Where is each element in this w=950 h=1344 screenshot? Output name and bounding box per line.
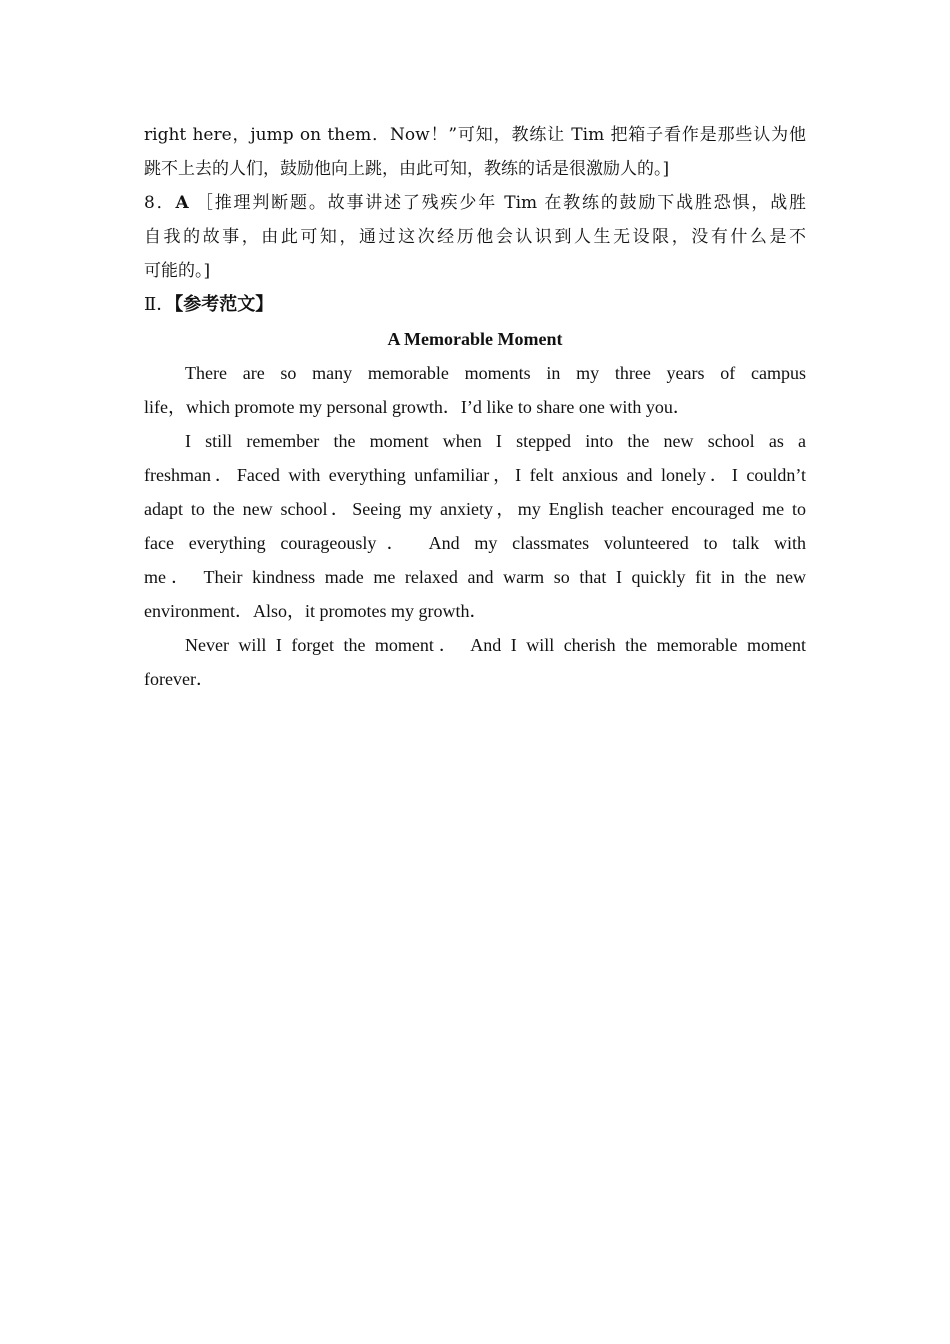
section-number: Ⅱ．: [144, 294, 175, 315]
answer-item-8: [144, 186, 806, 288]
essay-line: freshman．Faced with everything unfamiliar，I felt anxious and lonely．I couldn’t: [144, 465, 806, 485]
essay-line: life，which promote my personal growth．I’d like to share one with you．: [144, 397, 691, 417]
document-page: [144, 118, 806, 696]
section-title: 【参考范文】: [174, 294, 274, 315]
essay-title: A Memorable Moment: [387, 329, 563, 349]
item-number: 8．: [144, 193, 176, 213]
answer-continuation-line-1: right here，jump on them．Now！”可知，教练让 Tim 把箱子看作是那些认为他: [144, 125, 806, 145]
essay-line: Never will I forget the moment． And I will cherish the memorable moment: [185, 635, 806, 655]
essay-paragraph-1: [144, 356, 806, 424]
item-explanation: ［推理判断题。故事讲述了残疾少年 Tim 在教练的鼓励下战胜恐惧，战胜: [195, 193, 807, 213]
essay-line: There are so many memorable moments in my three years of campus: [185, 363, 806, 383]
answer-continuation: [144, 118, 806, 186]
answer-continuation-line-2: 跳不上去的人们，鼓励他向上跳，由此可知，教练的话是很激励人的。]: [144, 159, 670, 179]
essay-paragraph-2: [144, 424, 806, 628]
section-heading: [144, 288, 806, 322]
answer-item-8-line-1: [144, 186, 806, 220]
essay-line: environment．Also，it promotes my growth．: [144, 601, 488, 621]
essay-line: forever．: [144, 669, 214, 689]
essay-paragraph-3: [144, 628, 806, 696]
essay-line: me． Their kindness made me relaxed and warm so that I quickly fit in the new: [144, 567, 806, 587]
item-answer: A: [175, 193, 189, 213]
essay-line: I still remember the moment when I stepped into the new school as a: [185, 431, 806, 451]
essay-line: face everything courageously． And my classmates volunteered to talk with: [144, 533, 806, 553]
answer-item-8-line-2: 自我的故事，由此可知，通过这次经历他会认识到人生无设限，没有什么是不: [144, 227, 806, 247]
essay-line: adapt to the new school．Seeing my anxiety，my English teacher encouraged me to: [144, 499, 806, 519]
answer-item-8-line-3: 可能的。]: [144, 261, 211, 281]
